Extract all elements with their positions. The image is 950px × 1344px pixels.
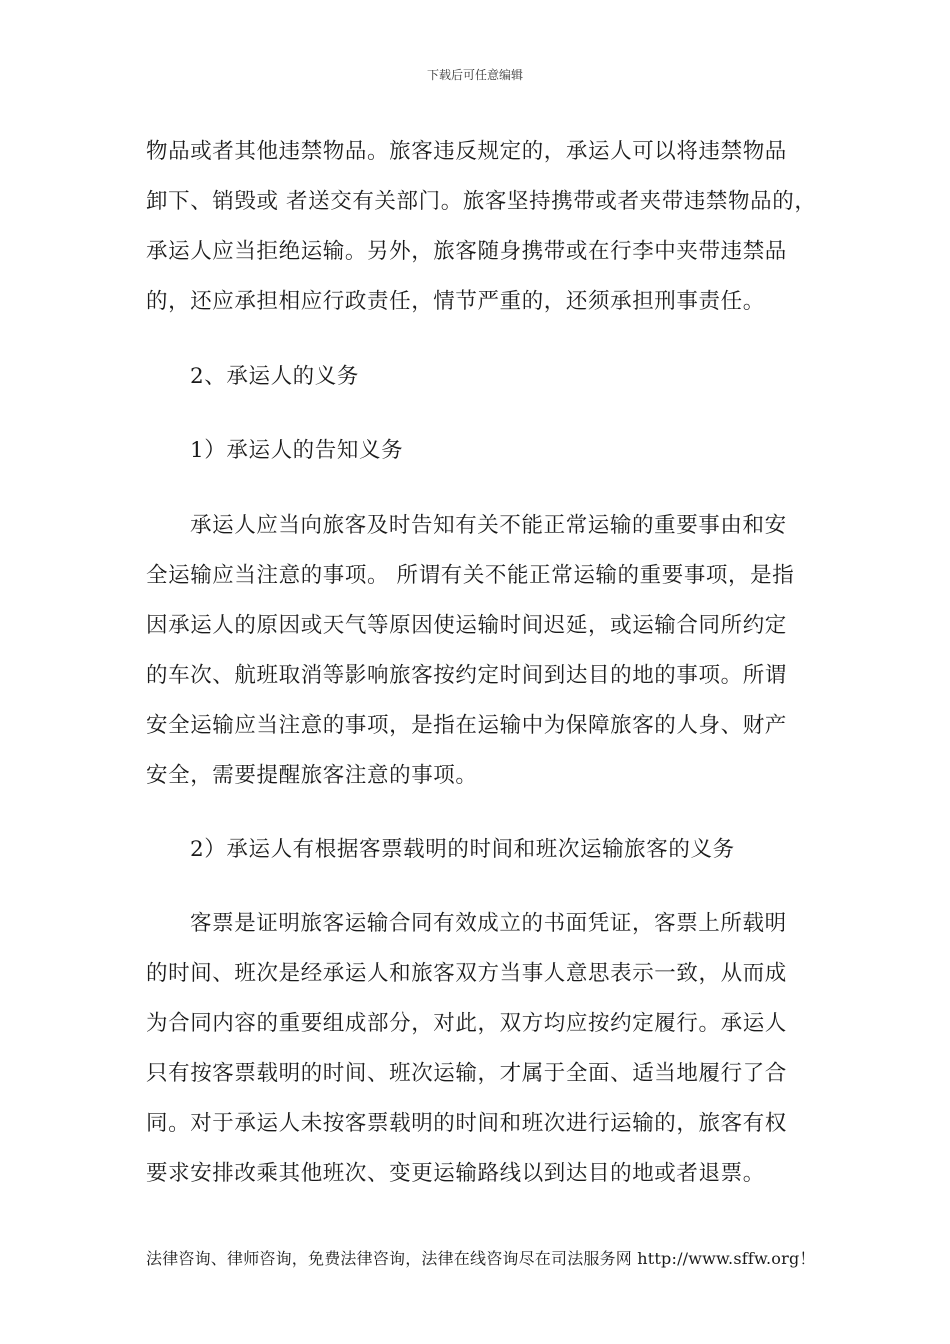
- subsection-heading: 1）承运人的告知义务: [190, 438, 404, 463]
- paragraph-line: 要求安排改乘其他班次、变更运输路线以到达目的地或者退票。: [146, 1161, 765, 1186]
- paragraph-line: 全运输应当注意的事项。 所谓有关不能正常运输的重要事项，是指: [146, 563, 795, 588]
- paragraph-line: 因承运人的原因或天气等原因使运输时间迟延，或运输合同所约定: [146, 613, 787, 638]
- paragraph-line: 承运人应当向旅客及时告知有关不能正常运输的重要事由和安: [190, 513, 787, 538]
- paragraph-line: 卸下、销毁或 者送交有关部门。旅客坚持携带或者夹带违禁物品的，: [146, 189, 817, 214]
- paragraph-line: 安全运输应当注意的事项，是指在运输中为保障旅客的人身、财产: [146, 713, 787, 738]
- paragraph-line: 安全，需要提醒旅客注意的事项。: [146, 763, 478, 788]
- paragraph-line: 客票是证明旅客运输合同有效成立的书面凭证，客票上所载明: [190, 911, 787, 936]
- page-footer: 法律咨询、律师咨询，免费法律咨询，法律在线咨询尽在司法服务网 http://www.sffw.org！: [146, 1249, 816, 1268]
- paragraph-line: 的，还应承担相应行政责任，情节严重的，还须承担刑事责任。: [146, 289, 765, 314]
- paragraph-line: 同。对于承运人未按客票载明的时间和班次进行运输的，旅客有权: [146, 1111, 787, 1136]
- subsection-heading: 2）承运人有根据客票载明的时间和班次运输旅客的义务: [190, 837, 735, 862]
- paragraph-line: 为合同内容的重要组成部分，对此，双方均应按约定履行。承运人: [146, 1011, 787, 1036]
- paragraph-line: 只有按客票载明的时间、班次运输，才属于全面、适当地履行了合: [146, 1061, 787, 1086]
- page-header: 下载后可任意编辑: [426, 68, 523, 82]
- paragraph-line: 物品或者其他违禁物品。旅客违反规定的，承运人可以将违禁物品: [146, 139, 787, 164]
- paragraph-line: 承运人应当拒绝运输。另外，旅客随身携带或在行李中夹带违禁品: [146, 239, 787, 264]
- section-heading: 2、承运人的义务: [190, 364, 359, 389]
- paragraph-line: 的时间、班次是经承运人和旅客双方当事人意思表示一致，从而成: [146, 961, 787, 986]
- paragraph-line: 的车次、航班取消等影响旅客按约定时间到达目的地的事项。所谓: [146, 663, 787, 688]
